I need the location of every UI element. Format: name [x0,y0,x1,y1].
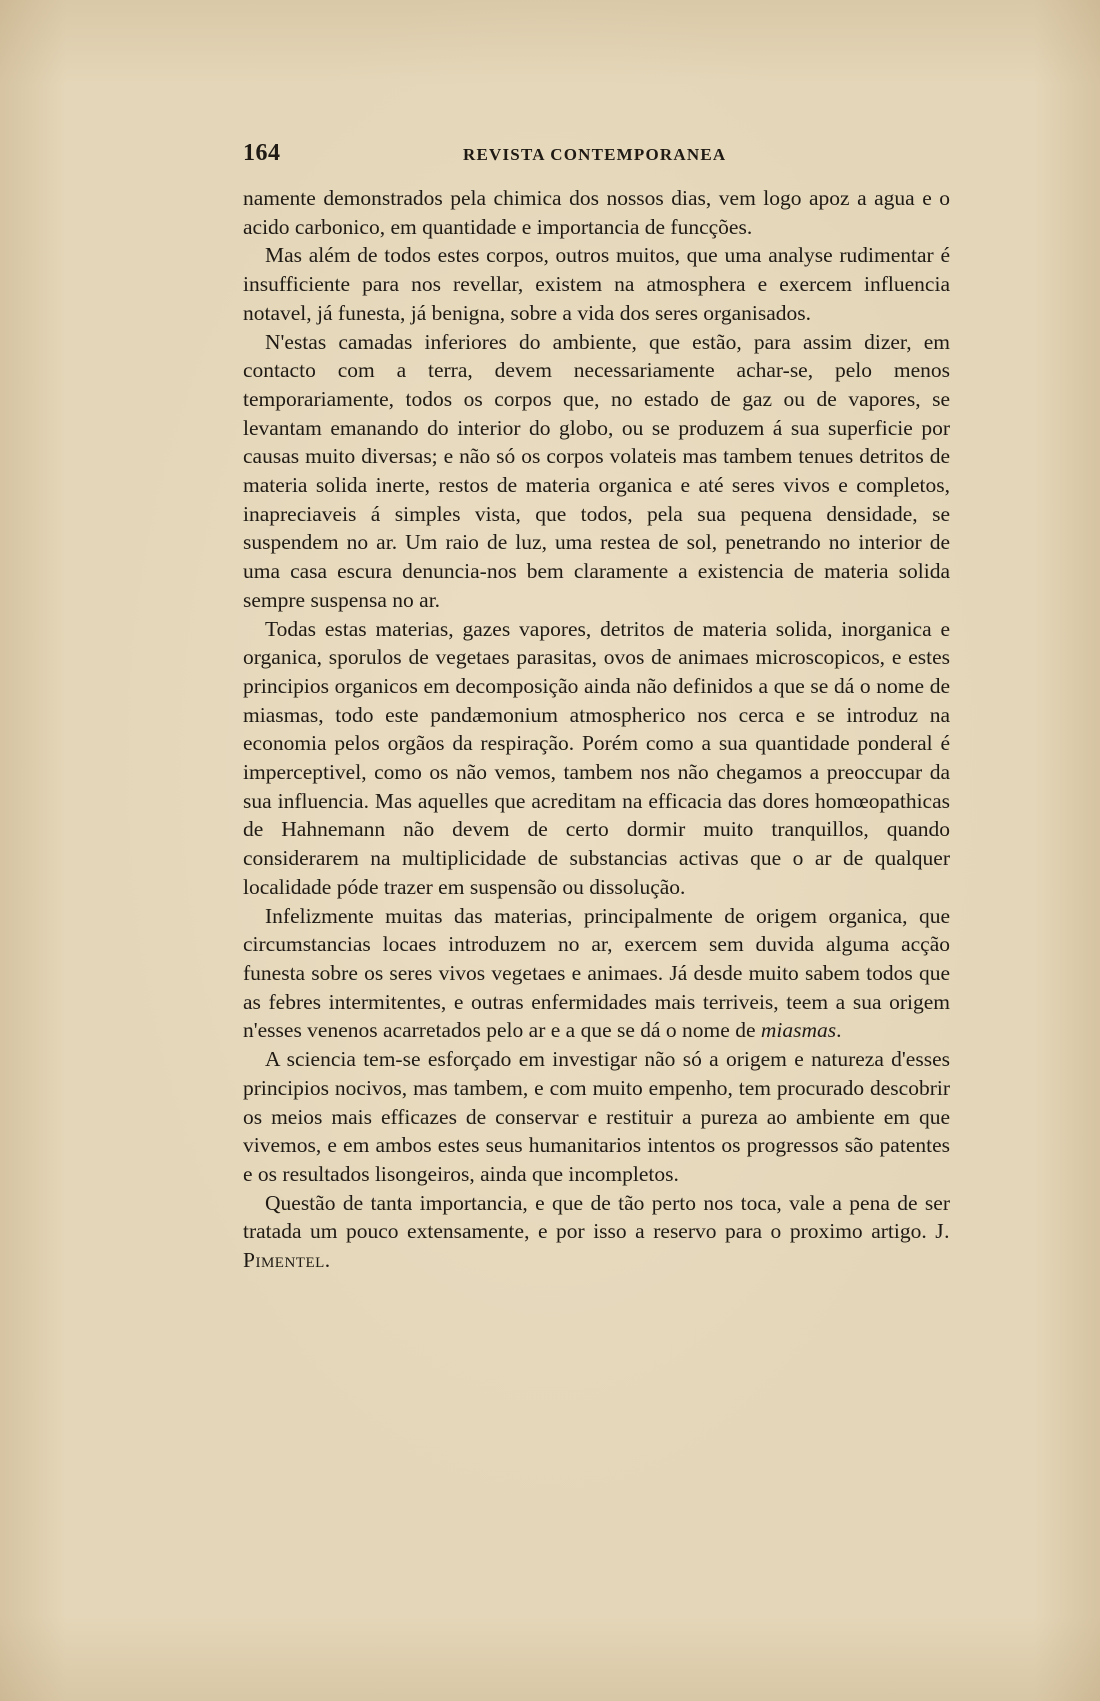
running-title: REVISTA CONTEMPORANEA [463,145,727,164]
paragraph-2: Mas além de todos estes corpos, outros muitos, que uma analyse rudimentar é insufficiente para nos revellar, existem na atmosphera e exercem influencia notavel, já funesta, já benigna, sobre a vida dos seres organisados. [243,243,950,325]
page-header [243,140,953,170]
author-signature: J. Pimentel. [243,1219,951,1273]
page-number: 164 [243,140,281,166]
paragraph-6: A sciencia tem-se esforçado em investigar não só a origem e natureza d'esses principios nocivos, mas tambem, e com muito empenho, tem procurado descobrir os meios mais efficazes de conservar e restituir a pureza ao ambiente em que vivemos, e em ambos estes seus humanitarios intentos os progressos são patentes e os resultados lisongeiros, ainda que incompletos. [243,1047,950,1186]
paragraph-5 [243,902,950,1046]
paragraph-1: namente demonstrados pela chimica dos nossos dias, vem logo apoz a agua e o acido carbonico, em quantidade e importancia de funcções. [243,186,950,239]
paragraph-5-end: . [836,1018,842,1043]
paragraph-5-italic-term: miasmas [760,1018,837,1043]
paragraph-7 [243,1189,950,1275]
paragraph-7-text: Questão de tanta importancia, e que de tão perto nos toca, vale a pena de ser tratada um pouco extensamente, e por isso a reservo para o proximo artigo. [243,1190,950,1244]
paragraph-5-text: Infelizmente muitas das materias, principalmente de origem organica, que circumstancias locaes introduzem no ar, exercem sem duvida alguma acção funesta sobre os seres vivos vegetaes e animaes. Já desde muito sabem todos que as febres intermitentes, e outras enfermidades mais terriveis, teem a sua origem n'esses venenos acarretados pelo ar e a que se dá o nome de [243,903,950,1043]
paragraph-3: N'estas camadas inferiores do ambiente, que estão, para assim dizer, em contacto com a terra, devem necessariamente achar-se, pelo menos temporariamente, todos os corpos que, no estado de gaz ou de vapores, se levantam emanando do interior do globo, ou se produzem á sua superficie por causas muito diversas; e não só os corpos volateis mas tambem tenues detritos de materia solida inerte, restos de materia organica e até seres vivos e completos, inapreciaveis á simples vista, que todos, pela sua pequena densidade, se suspendem no ar. Um raio de luz, uma restea de sol, penetrando no interior de uma casa escura denuncia-nos bem claramente a existencia de materia solida sempre suspensa no ar. [243,329,950,612]
article-body [243,184,950,1275]
paragraph-4: Todas estas materias, gazes vapores, detritos de materia solida, inorganica e organica, sporulos de vegetaes parasitas, ovos de animaes microscopicos, e estes principios organicos em decomposição ainda não definidos a que se dá o nome de miasmas, todo este pandæmonium atmospherico nos cerca e se introduz na economia pelos orgãos da respiração. Porém como a sua quantidade ponderal é imperceptivel, como os não vemos, tambem nos não chegamos a preoccupar da sua influencia. Mas aquelles que acreditam na efficacia das dores homœopathicas de Hahnemann não devem de certo dormir muito tranquillos, quando considerarem na multiplicidade de substancias activas que o ar de qualquer localidade póde trazer em suspensão ou dissolução. [243,616,950,899]
